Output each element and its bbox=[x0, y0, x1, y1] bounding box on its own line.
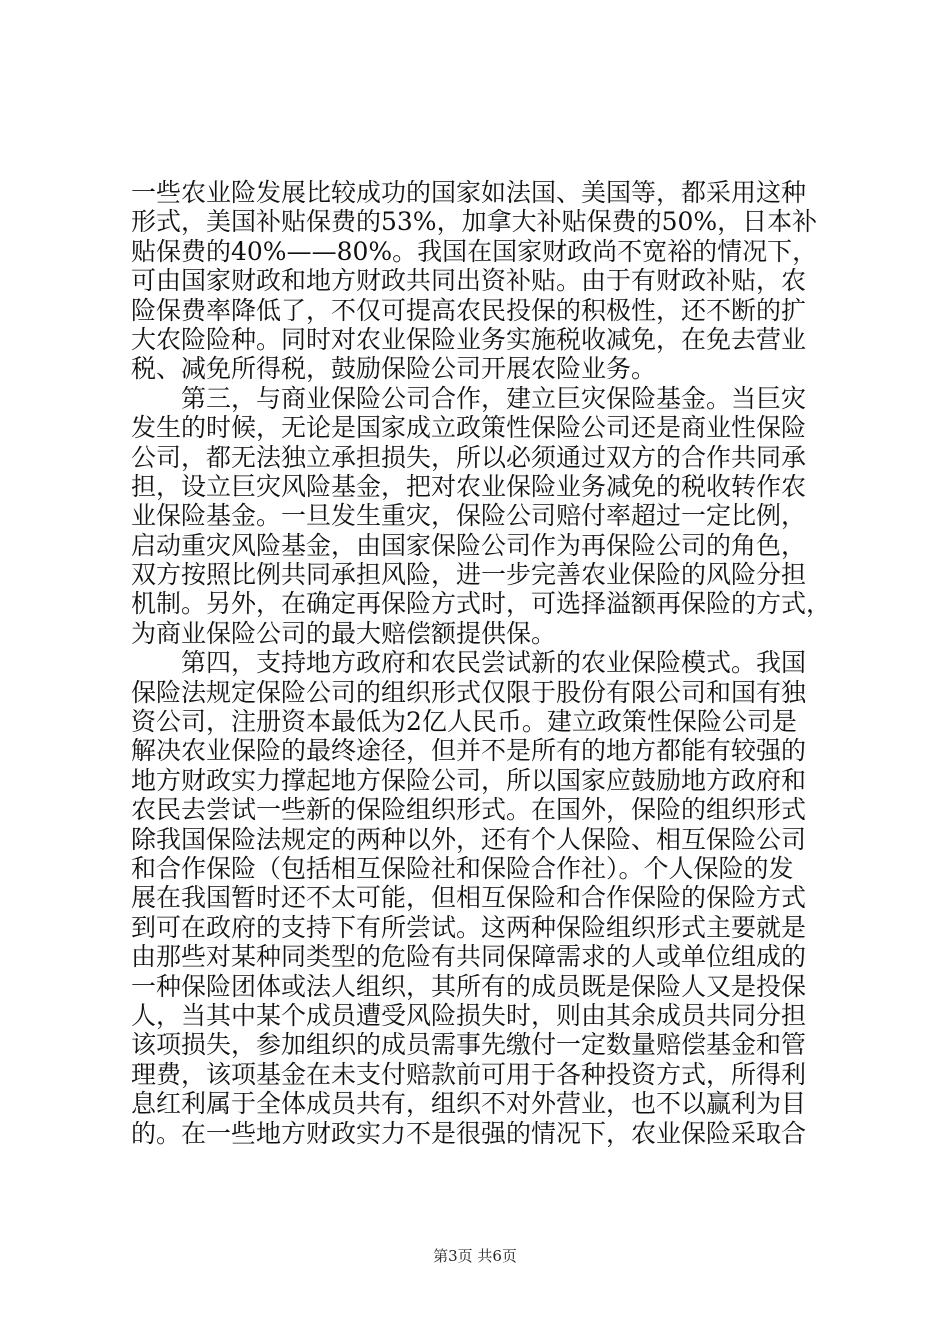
text-line: 形式，美国补贴保费的53%，加拿大补贴保费的50%，日本补 bbox=[131, 207, 818, 237]
text-line: 可由国家财政和地方财政共同出资补贴。由于有财政补贴，农 bbox=[131, 266, 807, 296]
text-line: 解决农业保险的最终途径，但并不是所有的地方都能有较强的 bbox=[131, 736, 807, 766]
text-line: 公司，都无法独立承担损失，所以必须通过双方的合作共同承 bbox=[131, 442, 807, 472]
text-line: 发生的时候，无论是国家成立政策性保险公司还是商业性保险 bbox=[131, 413, 807, 443]
text-line: 人，当其中某个成员遭受风险损失时，则由其余成员共同分担 bbox=[131, 1000, 807, 1030]
text-line: 机制。另外，在确定再保险方式时，可选择溢额再保险的方式， bbox=[131, 589, 831, 619]
text-line: 理费，该项基金在未支付赔款前可用于各种投资方式，所得利 bbox=[131, 1059, 807, 1089]
text-line: 和合作保险（包括相互保险社和保险合作社）。个人保险的发 bbox=[131, 853, 794, 883]
text-line: 该项损失，参加组织的成员需事先缴付一定数量赔偿基金和管 bbox=[131, 1030, 807, 1060]
text-line: 险保费率降低了，不仅可提高农民投保的积极性，还不断的扩 bbox=[131, 295, 807, 325]
page-number-label: 第3页 共6页 bbox=[433, 1247, 517, 1265]
text-line: 农民去尝试一些新的保险组织形式。在国外，保险的组织形式 bbox=[131, 795, 807, 825]
text-line: 第四，支持地方政府和农民尝试新的农业保险模式。我国 bbox=[131, 648, 807, 678]
text-line: 除我国保险法规定的两种以外，还有个人保险、相互保险公司 bbox=[131, 824, 807, 854]
page-footer bbox=[0, 1245, 950, 1266]
text-line: 资公司，注册资本最低为2亿人民币。建立政策性保险公司是 bbox=[131, 707, 797, 737]
text-line: 双方按照比例共同承担风险，进一步完善农业保险的风险分担 bbox=[131, 560, 807, 590]
text-line: 由那些对某种同类型的危险有共同保障需求的人或单位组成的 bbox=[131, 942, 807, 972]
text-line: 为商业保险公司的最大赔偿额提供保。 bbox=[131, 618, 557, 648]
text-line: 保险法规定保险公司的组织形式仅限于股份有限公司和国有独 bbox=[131, 677, 807, 707]
text-line: 的。在一些地方财政实力不是很强的情况下，农业保险采取合 bbox=[131, 1118, 807, 1148]
text-line: 息红利属于全体成员共有，组织不对外营业，也不以赢利为目 bbox=[131, 1089, 807, 1119]
text-line: 展在我国暂时还不太可能，但相互保险和合作保险的保险方式 bbox=[131, 883, 807, 913]
body-text bbox=[131, 178, 831, 1148]
text-line: 贴保费的40%——80%。我国在国家财政尚不宽裕的情况下， bbox=[131, 236, 818, 266]
text-line: 地方财政实力撑起地方保险公司，所以国家应鼓励地方政府和 bbox=[131, 765, 807, 795]
text-line: 第三，与商业保险公司合作，建立巨灾保险基金。当巨灾 bbox=[131, 383, 807, 413]
text-line: 大农险险种。同时对农业保险业务实施税收减免，在免去营业 bbox=[131, 324, 807, 354]
text-line: 税、减免所得税，鼓励保险公司开展农险业务。 bbox=[131, 354, 657, 384]
text-line: 担，设立巨灾风险基金，把对农业保险业务减免的税收转作农 bbox=[131, 471, 807, 501]
text-line: 业保险基金。一旦发生重灾，保险公司赔付率超过一定比例， bbox=[131, 501, 807, 531]
text-line: 启动重灾风险基金，由国家保险公司作为再保险公司的角色， bbox=[131, 530, 807, 560]
text-line: 一些农业险发展比较成功的国家如法国、美国等，都采用这种 bbox=[131, 178, 807, 207]
text-line: 到可在政府的支持下有所尝试。这两种保险组织形式主要就是 bbox=[131, 912, 807, 942]
text-line: 一种保险团体或法人组织，其所有的成员既是保险人又是投保 bbox=[131, 971, 807, 1001]
